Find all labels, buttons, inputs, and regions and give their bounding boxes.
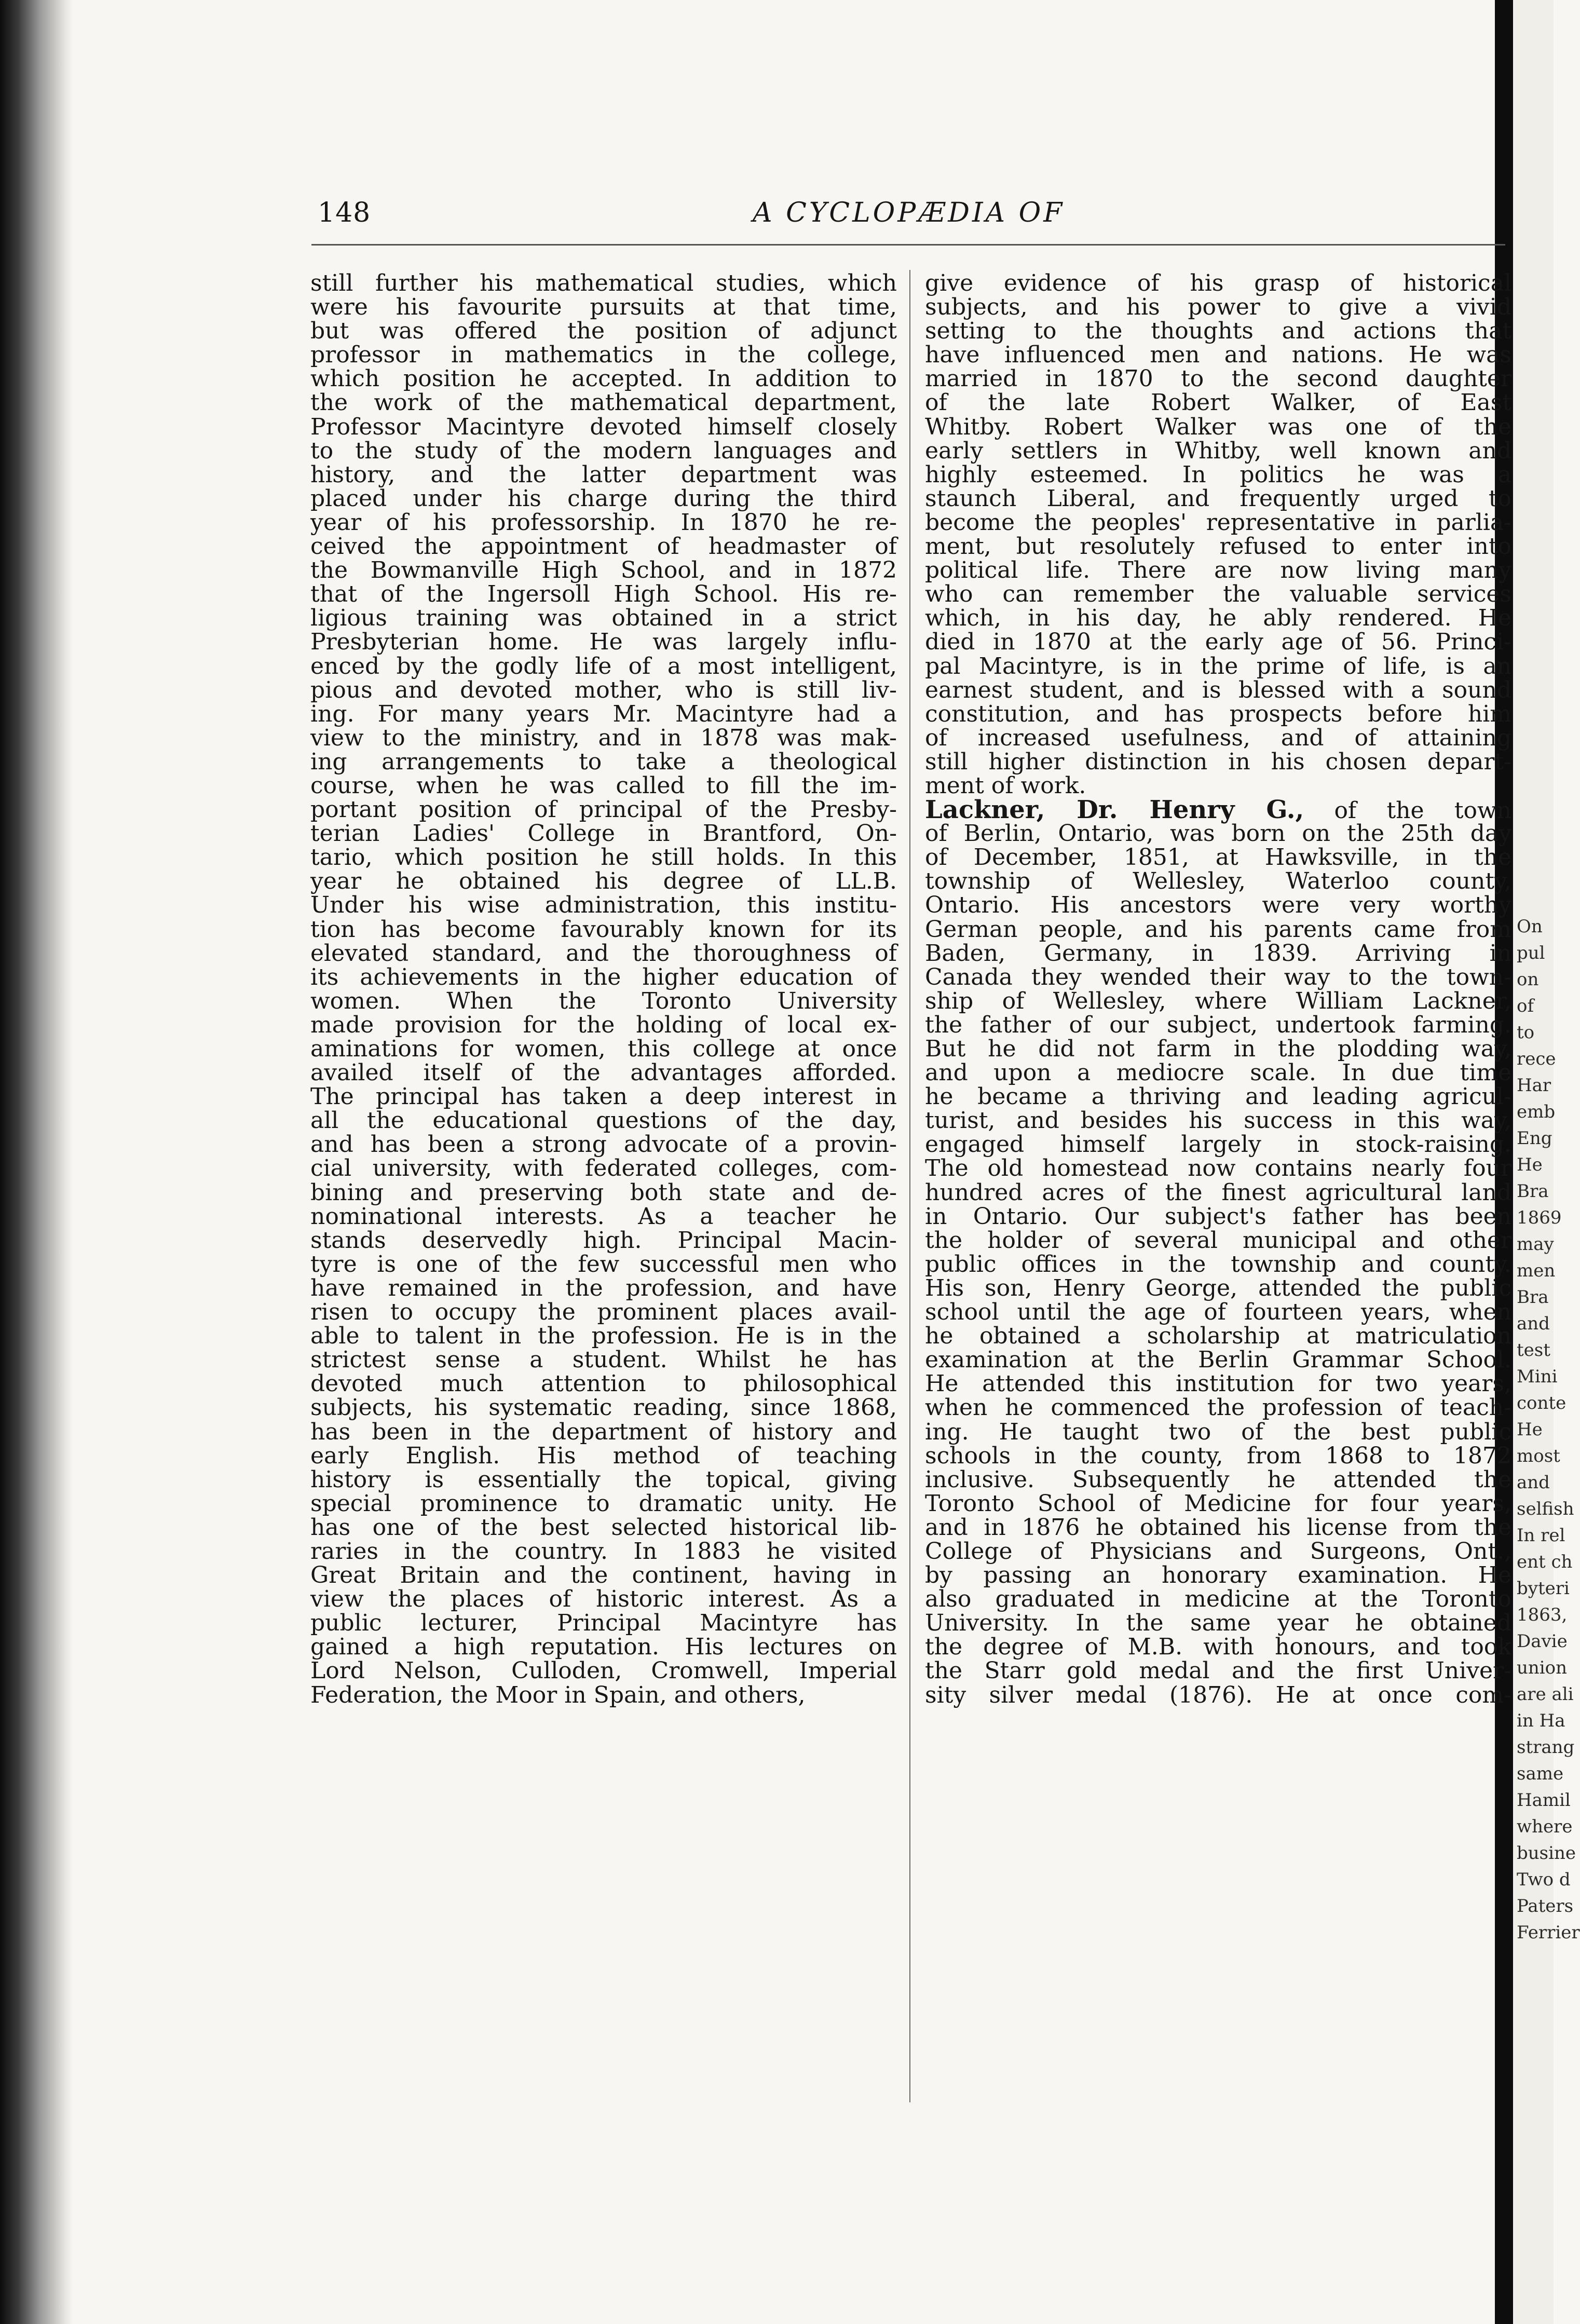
text-line: University. In the same year he obtained [925,1610,1511,1637]
text-line: risen to occupy the prominent places avail- [310,1299,897,1326]
text-line: become the peoples' representative in parlia- [925,509,1511,536]
text-line: ship of Wellesley, where William Lackner, [925,987,1511,1014]
text-line: His son, Henry George, attended the public [925,1274,1511,1301]
text-line: gained a high reputation. His lectures on [310,1634,897,1661]
adjacent-page-fragment: men [1517,1260,1556,1281]
text-line: pal Macintyre, is in the prime of life, is an [925,653,1511,679]
text-line: all the educational questions of the day, [310,1107,897,1134]
adjacent-page-fragment: conte [1517,1393,1567,1414]
text-line: view the places of historic interest. As a [310,1586,897,1613]
text-line: year he obtained his degree of LL.B. [310,868,897,895]
text-line: ceived the appointment of headmaster of [310,533,897,560]
text-line: ment of work. [925,772,1086,799]
text-line: earnest student, and is blessed with a sound [925,676,1511,703]
adjacent-page-fragment: In rel [1517,1525,1565,1546]
text-line: in Ontario. Our subject's father has been [925,1203,1511,1230]
adjacent-page-fragment: Eng [1517,1128,1552,1149]
text-line: Great Britain and the continent, having in [310,1562,897,1589]
text-line: and has been a strong advocate of a provin- [310,1131,897,1158]
text-line: terian Ladies' College in Brantford, On- [310,820,897,847]
page-number: 148 [318,197,371,228]
text-line: bining and preserving both state and de- [310,1179,897,1206]
adjacent-page-fragment: Hamil [1517,1790,1571,1811]
text-line: course, when he was called to fill the im- [310,772,897,799]
text-line: he obtained a scholarship at matriculation [925,1323,1511,1350]
text-line: special prominence to dramatic unity. He [310,1490,897,1517]
text-line: Under his wise administration, this institu- [310,892,897,919]
text-line: that of the Ingersoll High School. His re- [310,581,897,608]
adjacent-page-fragment: Two d [1517,1869,1571,1890]
text-line: elevated standard, and the thoroughness of [310,940,897,967]
adjacent-page-fragment: Bra [1517,1181,1549,1202]
text-line: But he did not farm in the plodding way, [925,1036,1511,1062]
text-line: ing arrangements to take a theological [310,748,897,775]
text-line: public lecturer, Principal Macintyre has [310,1610,897,1637]
text-line: of the late Robert Walker, of East [925,389,1511,416]
text-line: the Starr gold medal and the first Univer- [925,1657,1511,1684]
text-line: has been in the department of history and [310,1418,897,1445]
text-line: made provision for the holding of local ex- [310,1011,897,1038]
text-line: year of his professorship. In 1870 he re- [310,509,897,536]
text-line: but was offered the position of adjunct [310,318,897,345]
text-line: tario, which position he still holds. In this [310,844,897,871]
right-column [925,271,1511,1707]
adjacent-page-fragment: to [1517,1022,1535,1043]
text-line: sity silver medal (1876). He at once com- [925,1681,1511,1708]
text-line: have remained in the profession, and have [310,1274,897,1301]
text-line: township of Wellesley, Waterloo county, [925,868,1511,895]
binding-shadow [0,0,73,2324]
text-line: Canada they wended their way to the town- [925,963,1511,990]
text-line: ing. For many years Mr. Macintyre had a [310,700,897,727]
adjacent-page-fragment: where [1517,1816,1573,1837]
text-line: who can remember the valuable services [925,581,1511,608]
text-line: The old homestead now contains nearly four [925,1155,1511,1182]
adjacent-page-fragment: most [1517,1446,1560,1466]
text-line: professor in mathematics in the college, [310,342,897,369]
adjacent-page-fragment: rece [1517,1049,1556,1069]
adjacent-page-fragment: He [1517,1154,1543,1175]
text-line: by passing an honorary examination. He [925,1562,1511,1589]
text-line: Ontario. His ancestors were very worthy [925,892,1511,919]
text-line: he became a thriving and leading agricul- [925,1083,1511,1110]
adjacent-page-fragment: Ferrier [1517,1922,1580,1943]
text-line: the degree of M.B. with honours, and took [925,1634,1511,1661]
text-line: the work of the mathematical department, [310,389,897,416]
text-line: stands deservedly high. Principal Macin- [310,1227,897,1254]
text-line: its achievements in the higher education of [310,963,897,990]
text-line: examination at the Berlin Grammar School. [925,1347,1511,1374]
text-line: raries in the country. In 1883 he visited [310,1538,897,1565]
text-line: has one of the best selected historical lib- [310,1514,897,1541]
text-line: still further his mathematical studies, which [310,270,897,296]
text-line: cial university, with federated colleges, com- [310,1155,897,1182]
adjacent-page-fragment: Paters [1517,1896,1574,1917]
text-line: nominational interests. As a teacher he [310,1203,897,1230]
text-line: Toronto School of Medicine for four years, [925,1490,1511,1517]
text-line: which position he accepted. In addition to [310,365,897,392]
text-line: tion has become favourably known for its [310,916,897,943]
text-line: highly esteemed. In politics he was a [925,461,1511,488]
adjacent-page-fragment: busine [1517,1843,1576,1864]
text-line: availed itself of the advantages afforded. [310,1059,897,1086]
text-line: Professor Macintyre devoted himself closely [310,413,897,440]
adjacent-page-fragment: of [1517,996,1534,1016]
text-line: married in 1870 to the second daughter [925,365,1511,392]
text-line: constitution, and has prospects before him [925,700,1511,727]
text-line: history is essentially the topical, giving [310,1466,897,1493]
text-line: of increased usefulness, and of attaining [925,724,1511,751]
adjacent-page-fragment: 1863, [1517,1605,1568,1625]
adjacent-page-fragment: same [1517,1763,1564,1784]
text-line: early settlers in Whitby, well known and [925,437,1511,464]
adjacent-page-fragment: He [1517,1419,1543,1440]
adjacent-page-fragment: Mini [1517,1366,1558,1387]
text-line: He attended this institution for two years, [925,1370,1511,1397]
adjacent-page-text [1517,914,1580,1946]
text-line: devoted much attention to philosophical [310,1370,897,1397]
text-line: which, in his day, he ably rendered. He [925,605,1511,632]
text-line: subjects, his systematic reading, since 1868, [310,1394,897,1421]
adjacent-page-fragment: ent ch [1517,1552,1573,1572]
text-line: of December, 1851, at Hawksville, in the [925,844,1511,871]
text-line: have influenced men and nations. He was [925,342,1511,369]
text-line: Federation, the Moor in Spain, and others, [310,1681,806,1708]
text-line: public offices in the township and county. [925,1251,1511,1277]
text-line: give evidence of his grasp of historical [925,270,1511,296]
adjacent-page-fragment: may [1517,1234,1554,1255]
text-line: setting to the thoughts and actions that [925,318,1511,345]
text-line: also graduated in medicine at the Toronto [925,1586,1511,1613]
text-line: school until the age of fourteen years, when [925,1299,1511,1326]
text-line: ing. He taught two of the best public [925,1418,1511,1445]
text-line: view to the ministry, and in 1878 was mak- [310,724,897,751]
text-line: Presbyterian home. He was largely influ- [310,629,897,656]
text-line: women. When the Toronto University [310,987,897,1014]
text-line: ligious training was obtained in a strict [310,605,897,632]
adjacent-page-fragment: Davie [1517,1631,1568,1652]
text-line: political life. There are now living many [925,557,1511,584]
text-line: to the study of the modern languages and [310,437,897,464]
text-line: died in 1870 at the early age of 56. Princi- [925,629,1511,656]
text-line: subjects, and his power to give a vivid [925,294,1511,321]
text-line: able to talent in the profession. He is in the [310,1323,897,1350]
text-line: engaged himself largely in stock-raising. [925,1131,1511,1158]
adjacent-page-fragment: on [1517,969,1539,990]
text-line: the holder of several municipal and other [925,1227,1511,1254]
adjacent-page-fragment: emb [1517,1102,1556,1122]
text-line: College of Physicians and Surgeons, Ont., [925,1538,1511,1565]
running-head: A CYCLOPÆDIA OF [753,197,1065,228]
entry-heading: Lackner, Dr. Henry G., [925,795,1304,825]
text-line: were his favourite pursuits at that time, [310,294,897,321]
adjacent-page-fragment: On [1517,916,1543,937]
text-line: Lord Nelson, Culloden, Cromwell, Imperial [310,1657,897,1684]
text-line: when he commenced the profession of teach- [925,1394,1511,1421]
adjacent-page-fragment: test [1517,1340,1550,1361]
entry-first-line [925,795,1511,825]
text-line: Baden, Germany, in 1839. Arriving in [925,940,1511,967]
text-line: the father of our subject, undertook farming. [925,1011,1511,1038]
text-line: schools in the county, from 1868 to 1872 [925,1442,1511,1469]
adjacent-page-fragment: byteri [1517,1578,1570,1599]
text-line: staunch Liberal, and frequently urged to [925,485,1511,512]
text-line: the Bowmanville High School, and in 1872 [310,557,897,584]
text-line: of Berlin, Ontario, was born on the 25th day [925,820,1511,847]
adjacent-page-fragment: pul [1517,943,1545,963]
adjacent-page-fragment: 1869 [1517,1207,1562,1228]
entry-first-line-rest: of the town [1304,797,1511,824]
text-line: aminations for women, this college at once [310,1036,897,1062]
adjacent-page-fragment: Har [1517,1075,1551,1096]
text-line: and in 1876 he obtained his license from the [925,1514,1511,1541]
column-rule [909,270,910,2102]
adjacent-page-fragment: are ali [1517,1684,1574,1705]
text-line: and upon a mediocre scale. In due time [925,1059,1511,1086]
adjacent-page-fragment: in Ha [1517,1710,1565,1731]
header-rule [311,244,1505,246]
text-line: history, and the latter department was [310,461,897,488]
text-line: Whitby. Robert Walker was one of the [925,413,1511,440]
text-line: turist, and besides his success in this way, [925,1107,1511,1134]
text-line: enced by the godly life of a most intelligent, [310,653,897,679]
text-line: pious and devoted mother, who is still liv- [310,676,897,703]
adjacent-page-fragment: Bra [1517,1287,1549,1308]
adjacent-page-fragment: and [1517,1472,1550,1493]
adjacent-page-fragment: and [1517,1313,1550,1334]
text-line: inclusive. Subsequently he attended the [925,1466,1511,1493]
text-line: still higher distinction in his chosen depart- [925,748,1511,775]
text-line: The principal has taken a deep interest in [310,1083,897,1110]
adjacent-page-fragment: selfish [1517,1499,1574,1519]
adjacent-page-fragment: strang [1517,1737,1575,1758]
text-line: hundred acres of the finest agricultural land [925,1179,1511,1206]
text-line: German people, and his parents came from [925,916,1511,943]
text-line: placed under his charge during the third [310,485,897,512]
text-line: tyre is one of the few successful men who [310,1251,897,1277]
text-line: portant position of principal of the Presby- [310,796,897,823]
text-line: strictest sense a student. Whilst he has [310,1347,897,1374]
left-column [310,271,897,1707]
text-line: early English. His method of teaching [310,1442,897,1469]
text-line: ment, but resolutely refused to enter into [925,533,1511,560]
adjacent-page-fragment: union [1517,1657,1568,1678]
